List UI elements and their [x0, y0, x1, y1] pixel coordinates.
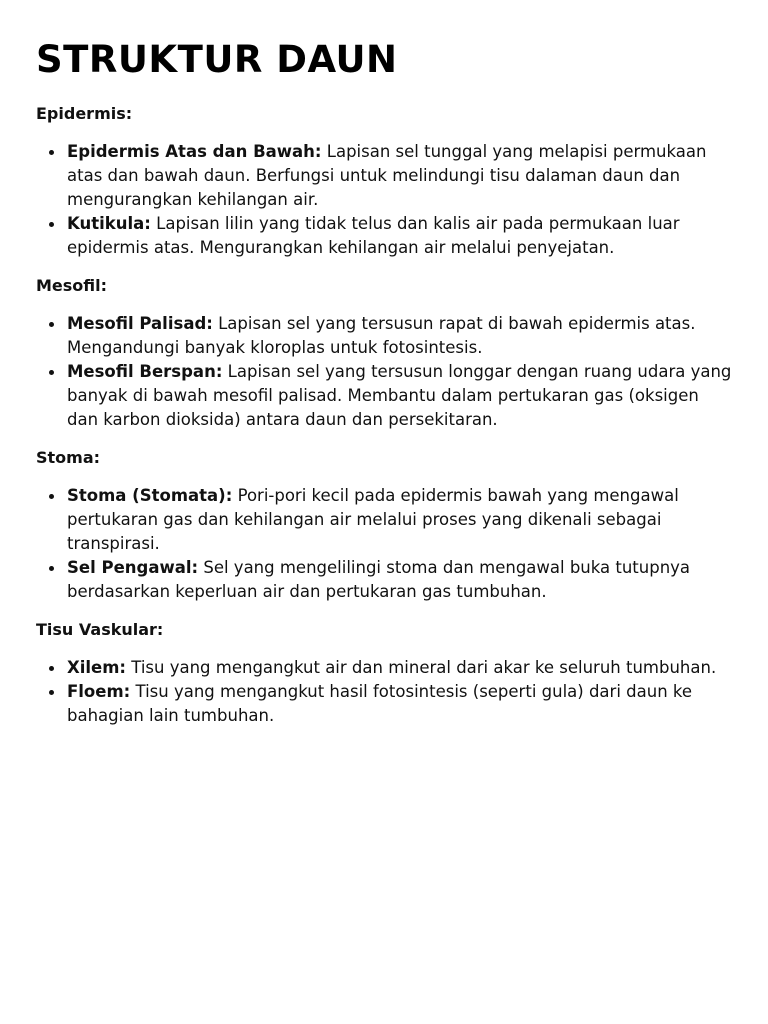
list-item-text: Lapisan sel yang tersusun longgar dengan ruang udara yang banyak di bawah mesofil palisad. Membantu dalam pertukaran gas (oksigen dan karbon dioksida) antara daun dan persekitaran.: [67, 362, 732, 429]
section-tisu-vaskular: [36, 618, 732, 728]
section-epidermis: [36, 102, 732, 260]
list-item-term: Epidermis Atas dan Bawah:: [67, 142, 322, 161]
section-stoma: [36, 446, 732, 604]
list-item: [36, 556, 732, 604]
list-item-text: Lapisan sel tunggal yang melapisi permukaan atas dan bawah daun. Berfungsi untuk melindungi tisu dalaman daun dan mengurangkan kehilangan air.: [67, 142, 707, 209]
list-item-term: Sel Pengawal:: [67, 558, 199, 577]
section-heading: Tisu Vaskular:: [36, 620, 164, 639]
section-heading: Mesofil:: [36, 276, 108, 295]
list-item-term: Mesofil Berspan:: [67, 362, 223, 381]
list-item-term: Mesofil Palisad:: [67, 314, 213, 333]
list-item-term: Xilem:: [67, 658, 127, 677]
bullet-list: [36, 484, 732, 604]
list-item-term: Floem:: [67, 682, 131, 701]
list-item: [36, 312, 732, 360]
bullet-list: [36, 312, 732, 432]
list-item-text: Lapisan sel yang tersusun rapat di bawah epidermis atas. Mengandungi banyak kloroplas untuk fotosintesis.: [67, 314, 696, 357]
list-item-text: Pori-pori kecil pada epidermis bawah yang mengawal pertukaran gas dan kehilangan air melalui proses yang dikenali sebagai transpirasi.: [67, 486, 679, 553]
list-item-text: Sel yang mengelilingi stoma dan mengawal buka tutupnya berdasarkan keperluan air dan pertukaran gas tumbuhan.: [67, 558, 691, 601]
list-item: [36, 212, 732, 260]
list-item: [36, 484, 732, 556]
list-item-text: Lapisan lilin yang tidak telus dan kalis air pada permukaan luar epidermis atas. Mengurangkan kehilangan air melalui penyejatan.: [67, 214, 680, 257]
list-item: [36, 360, 732, 432]
list-item: [36, 140, 732, 212]
section-mesofil: [36, 274, 732, 432]
list-item-term: Kutikula:: [67, 214, 151, 233]
list-item: [36, 656, 732, 680]
list-item-text: Tisu yang mengangkut hasil fotosintesis (seperti gula) dari daun ke bahagian lain tumbuhan.: [67, 682, 693, 725]
bullet-list: [36, 140, 732, 260]
section-heading: Stoma:: [36, 448, 101, 467]
list-item-term: Stoma (Stomata):: [67, 486, 233, 505]
section-heading: Epidermis:: [36, 104, 133, 123]
page-title: STRUKTUR DAUN: [36, 38, 398, 81]
list-item: [36, 680, 732, 728]
list-item-text: Tisu yang mengangkut air dan mineral dari akar ke seluruh tumbuhan.: [131, 658, 717, 677]
bullet-list: [36, 656, 732, 728]
